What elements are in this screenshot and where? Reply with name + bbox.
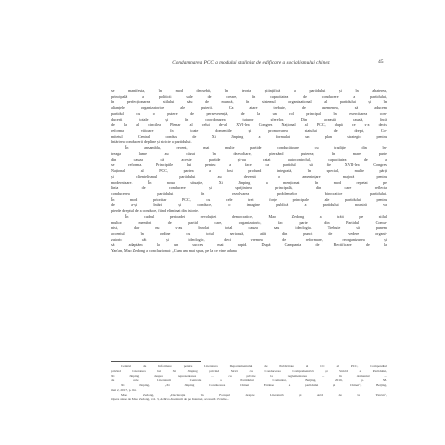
footnote-line: de cele Literaturii Centrale a Partidului Comunist, Beijing, 2016, p. 58.: [111, 378, 387, 383]
text-line: accentul în ordine cu totul serioasă, atât din punct de vedere organi-: [111, 230, 387, 236]
text-line: Yan'an, Mao Zedong a concluzionat: „Cum am mai spus, pe la ce vine aduna: [111, 248, 237, 254]
text-line: de la al cincilea Plenar al celui de-al XVI-lea Congres Național al PCC, după ce s-a decis: [111, 122, 387, 128]
text-line: linia de conducere și sprijinirea principală, din care reflecta: [111, 185, 387, 191]
text-line: din cauza că aceste partide și-au ratat autocontrolul, capacitatea de a: [111, 156, 387, 162]
text-line: ducerii totale și în coordonarea tuturor sferelor. Din această cauză, încă: [111, 116, 387, 122]
text-line: conducerea partidului în rezolvarea problemelor birocratice partidului.: [111, 190, 387, 196]
footnote-line: mai 2, 2017, p. 64.: [111, 387, 137, 392]
text-line: zatoric cât și ideologic, deci vremea de reformare, reorganizarea și: [111, 236, 387, 242]
text-line: mitetul Central condus de Xi Jinping a formulat un plan strategic pentru: [111, 133, 387, 139]
footnote-line: privind Literatura lui Xi Jinping privind Strict cu Conducerea Comprehensivă și Strictă a Partidului,: [111, 368, 387, 373]
text-line: să adaptăm la un succes mai rapid. După Campania de Rectificare de la: [111, 242, 387, 248]
footnote-line: Mao Zedong, „Declarația în Focușul despre Literatură și Artă de la Yan'an“,: [121, 392, 387, 397]
footnote-line: Opere alese de Mao Zedong, vol. 3, Arhiva Aventurii de pe Internet, accesată 15 iulie...: [111, 397, 230, 402]
text-line: multor membri de partid care, organizatoric, fac parte din Partidul Comu-: [111, 219, 387, 225]
page-header: [0, 60, 445, 70]
text-line: nist, dar nu s-au înrolat total cauza sau ideologia. Trebuie să punem: [111, 225, 387, 231]
text-line: În cadrul perioadei revoluției democratice, Mao Zedong a trăit pe stilul: [125, 213, 387, 219]
text-line: reforma viitoare în toate domeniile și promovarea statului de drept, Co-: [111, 128, 387, 134]
running-head: Condamnarea PCC a modului stalinist de edificare a socialismului chinez: [172, 60, 330, 66]
footnote-divider: [111, 361, 201, 362]
text-line: de a-și întări și conduce, o imagine publică a partidului noastră va: [111, 202, 387, 208]
text-line: se reforma. Principiile lui pentru a face ca partidul să fie XVII-lea Congres: [111, 162, 387, 168]
text-line: întărirea conducerii depline și stricte a partidului.: [111, 139, 192, 145]
text-line: treaga lume au căzut în dezvoltare, pierzând puterea; în mare parte: [111, 150, 387, 156]
text-line: în perfecționarea stilului său de muncă, în sistemul organizational al partidului și în: [111, 99, 387, 105]
page-number: 45: [378, 59, 384, 65]
text-line: alianțele organizatorice ale puterii. Ca atare trebuie, de asemenea, să aducem: [111, 105, 387, 111]
text-line: și clientelismul partidului au devenit o amenințare majoră pentru: [111, 173, 387, 179]
text-line: În mod prioritar PCC, cu cele trei forțe principale ale partidului pentru: [111, 196, 387, 202]
text-line: partidul cu o putere de perseverență, de la un rol principal în exercitarea con-: [111, 110, 387, 116]
body-text: [111, 88, 387, 254]
text-line: modernizare. În noua situație, Xi Jinping a menționat în mod repetat pe: [111, 179, 387, 185]
text-line: pierde dreptul de a conduce, fiind eliminat din istorie.: [111, 208, 199, 214]
footnotes: [111, 364, 387, 402]
text-line: În ansamblu, recent, mai multe partide conducătoare cu tradiție din în-: [125, 145, 387, 151]
footnote-line: Centrul de Informare pentru Literatura Departamentului de Publicitate al CC al PCC, Compendiul: [121, 364, 387, 368]
text-line: principală a politicii sale de creare, în capacitatea de conducere a partidului,: [111, 93, 387, 99]
text-line: Național al PCC, partea a fost profund integrată, în special, multe părți: [111, 168, 387, 174]
footnote-line: Xi Jinping, „Xi Jinping Conducerea Chinei Extinse a partidului și Chinei“, Beijing,: [121, 383, 387, 387]
footnote-line: Xi Jinping despre reprezentarea ... cu privire la reglementarea ... în domeniul ...: [111, 373, 387, 378]
text-line: se manifesta, în mod deosebit, în teoria științifică a partidului și în abaterea,: [111, 88, 387, 93]
